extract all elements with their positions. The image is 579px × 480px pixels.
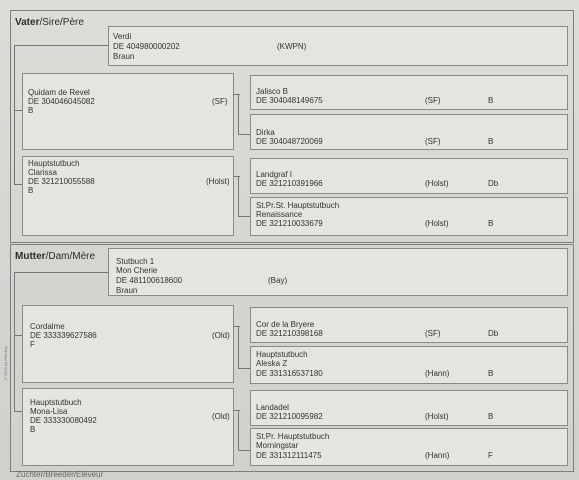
sdd-reg: DE 321210033679 [256,219,323,228]
heading-bold: Mutter [15,251,46,262]
sss-reg: DE 304048149675 [256,96,323,105]
side-copyright-note: © 1999 by Pferdeg [3,346,8,380]
dsd-reg: DE 331316537180 [256,369,323,378]
dam-sire-box [22,305,234,383]
connector [238,94,239,134]
dam-section-heading [15,251,95,262]
dam-dam-studbook: (Old) [212,412,230,421]
heading-rest: /Dam/Mère [45,251,96,262]
sire-dam-color: B [28,186,34,195]
heading-rest: /Sire/Père [39,17,84,28]
sire-reg: DE 404980000202 [113,42,180,51]
connector [14,272,109,273]
dam-studbook: (Bay) [268,276,288,285]
ssd-studbook: (SF) [425,137,441,146]
heading-bold: Vater [15,17,40,28]
connector [238,410,239,450]
sire-sire-reg: DE 304046045082 [28,97,95,106]
dss-name: Cor de la Bryere [256,320,315,329]
sire-color: Braun [113,52,135,61]
sire-sire-studbook: (SF) [212,97,228,106]
sss-name: Jalisco B [256,87,289,96]
dsd-line1: Hauptstutbuch [256,350,308,359]
sire-dam-sire-box [250,158,568,194]
connector [14,272,15,412]
dam-box [108,248,568,296]
sire-sire-box [22,73,234,150]
ssd-color: B [488,137,494,146]
sire-name: Verdi [113,32,132,41]
sire-section-heading [15,17,84,28]
dam-dam-color: B [30,425,36,434]
dsd-name: Aleska Z [256,359,288,368]
ssd-reg: DE 304048720069 [256,137,323,146]
dds-studbook: (Holst) [425,412,449,421]
connector [234,326,240,327]
sire-sire-name: Quidam de Revel [28,88,90,97]
footer-text: Züchter/Breeder/Eleveur [16,470,104,479]
connector [234,410,240,411]
dss-color: Db [488,329,499,338]
dsd-color: B [488,369,494,378]
sds-reg: DE 321210391966 [256,179,323,188]
sire-dam-name: Clarissa [28,168,57,177]
dam-line1: Stutbuch 1 [116,257,155,266]
dam-sire-color: F [30,340,35,349]
dds-name: Landadel [256,403,289,412]
dam-dam-name: Mona-Lisa [30,407,68,416]
sdd-line1: St.Pr.St. Hauptstutbuch [256,201,340,210]
dss-studbook: (SF) [425,329,441,338]
dam-sire-name: Cordalme [30,322,65,331]
connector [238,176,239,216]
sds-color: Db [488,179,499,188]
connector [234,176,240,177]
sire-sire-color: B [28,106,34,115]
dam-name: Mon Cherie [116,266,158,275]
sire-dam-studbook: (Holst) [206,177,230,186]
sire-studbook: (KWPN) [277,42,307,51]
connector [14,45,15,185]
dam-reg: DE 481100618600 [116,276,183,285]
sdd-color: B [488,219,494,228]
dam-dam-line1: Hauptstutbuch [30,398,82,407]
connector [14,45,109,46]
dds-color: B [488,412,494,421]
sire-dam-line1: Hauptstutbuch [28,159,80,168]
dss-reg: DE 321210398168 [256,329,323,338]
ddd-name: Morningstar [256,441,299,450]
connector [234,94,240,95]
sss-color: B [488,96,494,105]
sdd-name: Renaissance [256,210,303,219]
sdd-studbook: (Holst) [425,219,449,228]
sire-dam-reg: DE 321210055588 [28,177,95,186]
connector [238,326,239,368]
ssd-name: Dirka [256,128,275,137]
sss-studbook: (SF) [425,96,441,105]
dam-sire-studbook: (Old) [212,331,230,340]
dam-color: Braun [116,286,138,295]
ddd-reg: DE 331312111475 [256,451,322,460]
ddd-color: F [488,451,493,460]
dam-dam-reg: DE 333330080492 [30,416,97,425]
dam-sire-reg: DE 333339627586 [30,331,97,340]
sds-studbook: (Holst) [425,179,449,188]
ddd-line1: St.Pr. Hauptstutbuch [256,432,330,441]
ddd-studbook: (Hann) [425,451,450,460]
dsd-studbook: (Hann) [425,369,450,378]
dds-reg: DE 321210095982 [256,412,323,421]
sds-name: Landgraf I [256,170,293,179]
